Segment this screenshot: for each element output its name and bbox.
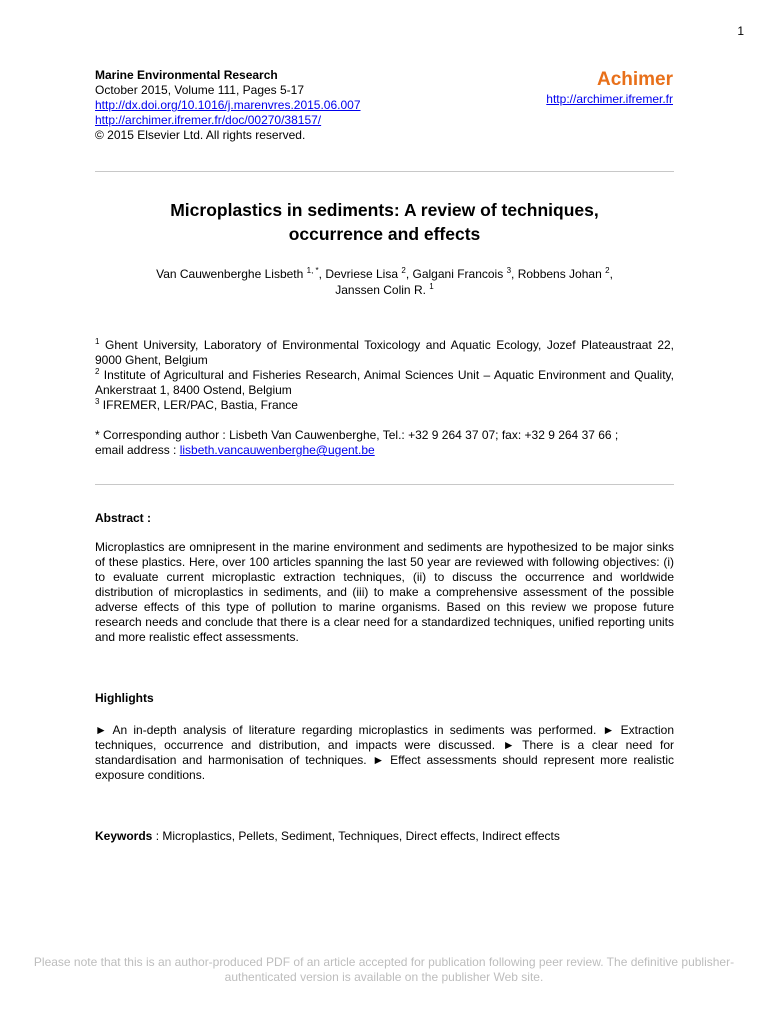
archive-link[interactable]: http://archimer.ifremer.fr/doc/00270/38157/ [95,113,322,127]
author-name: Galgani Francois [412,267,504,281]
author-name: Janssen Colin R. [335,283,426,297]
corresponding-details: * Corresponding author : Lisbeth Van Cauwenberghe, Tel.: +32 9 264 37 07; fax: +32 9 264 37 66 ; [95,428,619,442]
journal-name: Marine Environmental Research [95,68,278,82]
keywords [95,829,674,844]
email-label: email address : [95,443,180,457]
author-affiliation-marker: 2 [605,266,610,275]
keywords-label: Keywords [95,829,153,843]
affiliation-text: Ghent University, Laboratory of Environmental Toxicology and Aquatic Ecology, Jozef Plateaustraat 22, 9000 Ghent, Belgium [95,338,675,367]
doi-link[interactable]: http://dx.doi.org/10.1016/j.marenvres.2015.06.007 [95,98,361,112]
affiliations [95,338,674,413]
abstract-heading: Abstract : [95,511,152,525]
affiliation-number: 1 [95,337,100,346]
title-line-1: Microplastics in sediments: A review of techniques, [170,200,599,220]
author-affiliation-marker: 1 [429,282,434,291]
email-link[interactable]: lisbeth.vancauwenberghe@ugent.be [179,443,375,457]
affiliation-text: IFREMER, LER/PAC, Bastia, France [102,398,298,412]
author-affiliation-marker: 2 [401,266,406,275]
author-affiliation-marker: 1, * [306,266,319,275]
achimer-logo: Achimer [596,69,673,90]
keywords-list: : Microplastics, Pellets, Sediment, Techniques, Direct effects, Indirect effects [152,829,560,843]
author-name: Devriese Lisa [325,267,399,281]
page-number: 1 [737,24,744,38]
corresponding-author [95,428,674,458]
author-list: Van Cauwenberghe Lisbeth $^{1, *}$, Devriese Lisa $^2$, Galgani Francois $^3$, Robbens Johan $^2$, Janssen Colin R. $^1$ [156,266,613,297]
affiliation-item [95,368,674,398]
author-name: Robbens Johan [517,267,602,281]
journal-info [95,68,361,143]
highlights-text: ► An in-depth analysis of literature regarding microplastics in sediments was performed. ► Extraction techniques, occurrence and distribution, and impacts were discussed. ► There is a clear need for standardisation and harmonisation of techniques. ► Effect assessments should represent more realistic exposure conditions. [95,723,674,782]
author-name: Van Cauwenberghe Lisbeth [156,267,304,281]
title-line-2: occurrence and effects [288,224,481,244]
top-divider [95,171,674,172]
affiliation-item [95,338,674,368]
affiliation-text: Institute of Agricultural and Fisheries Research, Animal Sciences Unit – Aquatic Environment and Quality, Ankerstraat 1, 8400 Ostend, Belgium [95,368,674,397]
affiliation-item [95,398,674,413]
affiliation-number: 3 [95,397,100,406]
article-title [95,198,674,246]
achimer-header [546,68,673,107]
publication-note: Please note that this is an author-produced PDF of an article accepted for publication following peer review. The definitive publisher-authenticated version is available on the publisher Web site. [33,955,735,984]
abstract-text: Microplastics are omnipresent in the marine environment and sediments are hypothesized to be major sinks of these plastics. Here, over 100 articles spanning the last 50 year are reviewed with following objectives: (i) to evaluate current microplastic extraction techniques, (ii) to discuss the occurrence and worldwide distribution of microplastics in sediments, and (iii) to make a comprehensive assessment of the possible adverse effects of this type of pollution to marine organisms. Based on this review we propose future research needs and conclude that there is a clear need for a standardized techniques, unified reporting units and more realistic effect assessments. [95,540,674,644]
copyright: © 2015 Elsevier Ltd. All rights reserved. [95,128,306,142]
section-divider [95,484,674,485]
highlights-heading: Highlights [95,691,154,705]
author-affiliation-marker: 3 [506,266,512,275]
affiliation-number: 2 [95,367,100,376]
journal-issue: October 2015, Volume 111, Pages 5-17 [95,83,305,97]
achimer-link[interactable]: http://archimer.ifremer.fr [546,92,673,106]
